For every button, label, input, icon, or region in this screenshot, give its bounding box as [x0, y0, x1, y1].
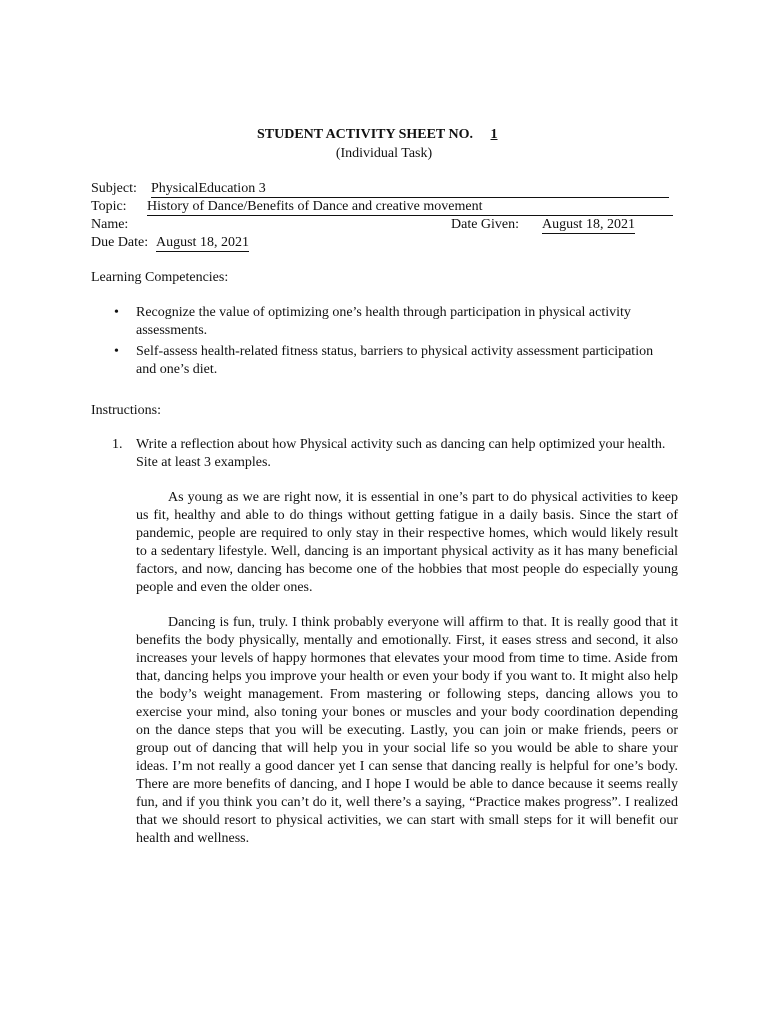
date-given-label: Date Given:	[451, 217, 520, 232]
competencies-list	[112, 304, 672, 382]
instruction-item	[112, 436, 678, 472]
due-date-label: Due Date:	[91, 235, 149, 250]
sheet-title-text: STUDENT ACTIVITY SHEET NO.	[256, 127, 474, 142]
topic-value: History of Dance/Benefits of Dance and creative movement	[147, 199, 673, 216]
subject-row	[91, 180, 669, 198]
instruction-number: 1.	[112, 437, 123, 452]
sheet-number: 1	[490, 127, 498, 142]
sheet-title	[0, 126, 768, 144]
list-item	[112, 304, 672, 340]
topic-label: Topic:	[91, 199, 127, 214]
topic-row	[91, 198, 673, 216]
reflection-paragraph: Dancing is fun, truly. I think probably everyone will affirm to that. It is really good that it benefits the body physically, mentally and emotionally. First, it eases stress and second, it also increases your levels of happy hormones that elevates your mood from time to time. Aside from that, dancing helps you improve your health or even your body if you want to. It might also help the body’s weight management. From mastering or following steps, dancing allows you to exercise your mind, also toning your bones or muscles and your body coordination depending on the dance steps that you will be executing. Lastly, you can join or make friends, peers or group out of dancing that will help you in your social life so you would be able to share your ideas. I’m not really a good dancer yet I can sense that dancing really is helpful for one’s body. There are more benefits of dancing, and I hope I would be able to dance because it seems really fun, and if you think you can’t do it, well there’s a saying, “Practice makes progress”. I realized that we should resort to physical activities, we can start with small steps for it will benefit our health and wellness.	[136, 615, 678, 846]
subject-value: PhysicalEducation 3	[151, 181, 669, 198]
reflection-paragraph: As young as we are right now, it is essential in one’s part to do physical activities to keep us fit, healthy and able to do things without getting fatigue in a daily basis. Since the start of pandemic, people are required to only stay in their respective homes, which would likely result to a sedentary lifestyle. Well, dancing is an important physical activity as it has many beneficial factors, and now, dancing has become one of the hobbies that most people do especially young people and even the older ones.	[136, 490, 678, 595]
competency-text: Recognize the value of optimizing one’s health through participation in physical activity assessments.	[136, 305, 631, 338]
bullet-icon: •	[114, 305, 119, 320]
name-label: Name:	[91, 217, 129, 232]
date-given-row	[451, 216, 635, 234]
due-date-value: August 18, 2021	[156, 235, 249, 250]
sheet-subtitle: (Individual Task)	[335, 146, 433, 161]
instructions-heading: Instructions:	[91, 403, 161, 418]
date-given-value: August 18, 2021	[542, 217, 635, 232]
list-item	[112, 343, 672, 379]
subject-label: Subject:	[91, 181, 137, 196]
competencies-heading: Learning Competencies:	[91, 270, 229, 285]
due-date-row	[91, 234, 249, 252]
instruction-text: Write a reflection about how Physical activity such as dancing can help optimized your health. Site at least 3 examples.	[136, 437, 666, 470]
bullet-icon: •	[114, 344, 119, 359]
competency-text: Self-assess health-related fitness status, barriers to physical activity assessment participation and one’s diet.	[136, 344, 654, 377]
